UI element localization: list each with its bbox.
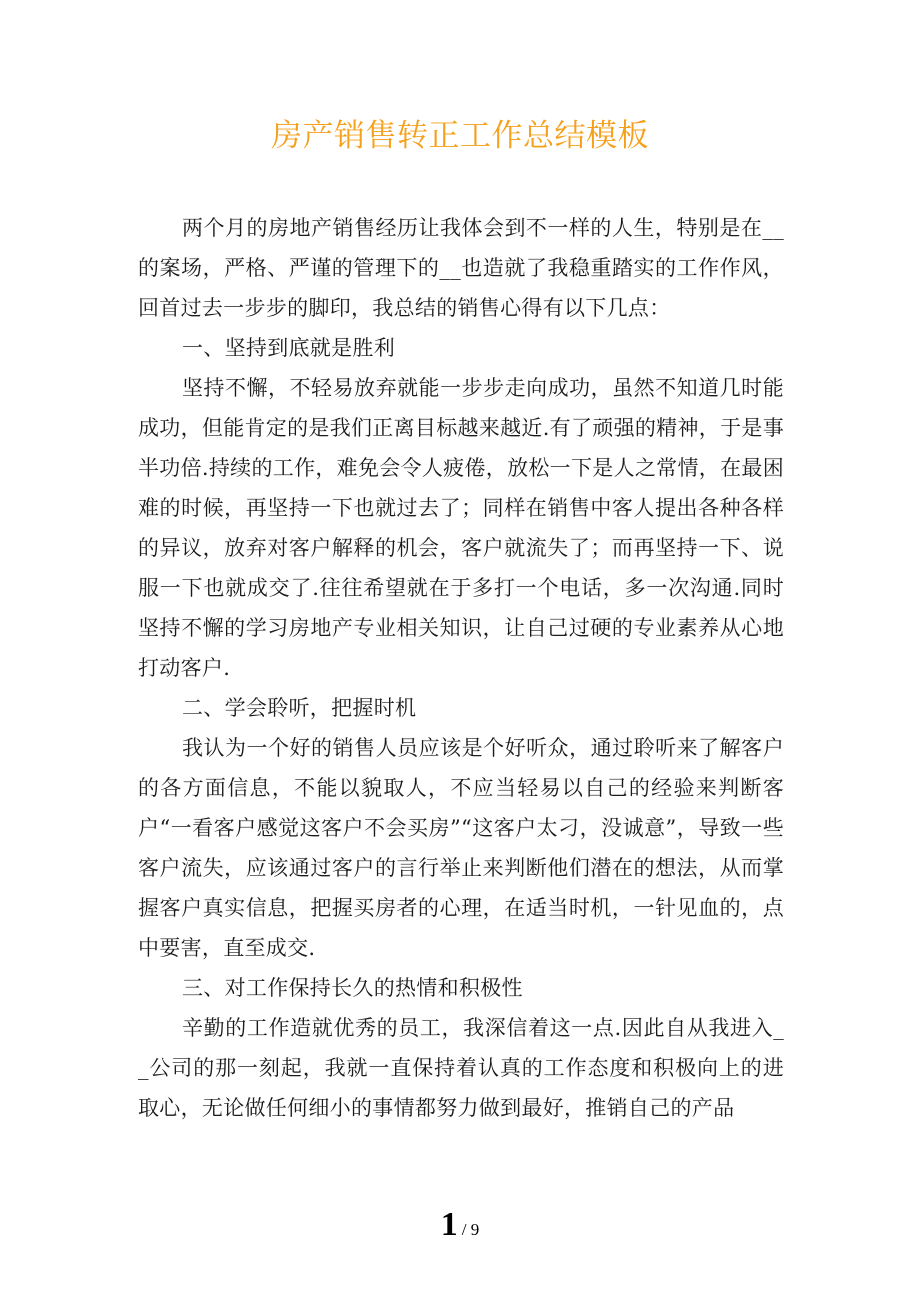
section-3-paragraph: 辛勤的工作造就优秀的员工，我深信着这一点.因此自从我进入__公司的那一刻起，我就一直保持着认真的工作态度和积极向上的进取心，无论做任何细小的事情都努力做到最好，推销自己的产品 bbox=[138, 1016, 784, 1120]
total-pages: / 9 bbox=[461, 1220, 480, 1239]
page-indicator bbox=[0, 1206, 920, 1244]
current-page-number: 1 bbox=[440, 1206, 458, 1243]
section-2-paragraph: 我认为一个好的销售人员应该是个好听众，通过聆听来了解客户的各方面信息，不能以貌取人，不应当轻易以自己的经验来判断客户“一看客户感觉这客户不会买房”“这客户太刁，没诚意”，导致一些客户流失，应该通过客户的言行举止来判断他们潜在的想法，从而掌握客户真实信息，把握买房者的心理，在适当时机，一针见血的，点中要害，直至成交. bbox=[138, 736, 784, 960]
section-1-paragraph: 坚持不懈，不轻易放弃就能一步步走向成功，虽然不知道几时能成功，但能肯定的是我们正离目标越来越近.有了顽强的精神，于是事半功倍.持续的工作，难免会令人疲倦，放松一下是人之常情，在最困难的时候，再坚持一下也就过去了；同样在销售中客人提出各种各样的异议，放弃对客户解释的机会，客户就流失了；而再坚持一下、说服一下也就成交了.往往希望就在于多打一个电话，多一次沟通.同时坚持不懈的学习房地产专业相关知识，让自己过硬的专业素养从心地打动客户. bbox=[138, 376, 784, 680]
document-title: 房产销售转正工作总结模板 bbox=[271, 118, 649, 154]
intro-paragraph: 两个月的房地产销售经历让我体会到不一样的人生，特别是在__的案场，严格、严谨的管理下的__也造就了我稳重踏实的工作作风，回首过去一步步的脚印，我总结的销售心得有以下几点： bbox=[138, 216, 784, 320]
section-heading-3: 三、对工作保持长久的热情和积极性 bbox=[182, 976, 523, 1000]
section-heading-2: 二、学会聆听，把握时机 bbox=[182, 696, 417, 720]
document-body bbox=[138, 208, 784, 1128]
section-heading-1: 一、坚持到底就是胜利 bbox=[182, 336, 395, 360]
